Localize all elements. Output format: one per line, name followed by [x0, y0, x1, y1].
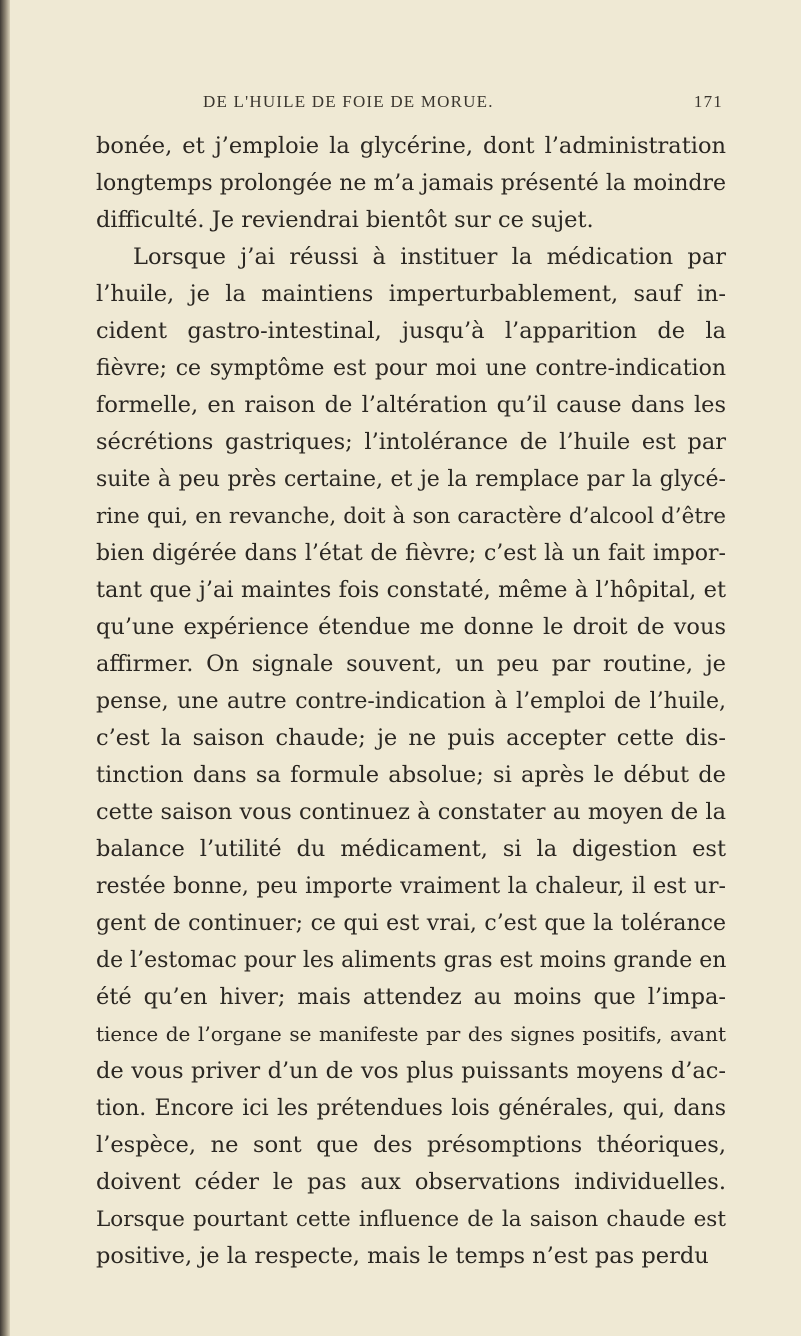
text-line: Lorsque pourtant cette influence de la saison chaude est: [96, 1207, 726, 1232]
body-text: [96, 128, 726, 1275]
text-line: été qu’en hiver; mais attendez au moins que l’impa-: [96, 984, 726, 1010]
text-line: c’est la saison chaude; je ne puis accepter cette dis-: [96, 725, 726, 751]
text-line: gent de continuer; ce qui est vrai, c’est que la tolérance: [96, 911, 726, 936]
text-line: pense, une autre contre-indication à l’emploi de l’huile,: [96, 689, 726, 714]
text-line: tant que j’ai maintes fois constaté, même à l’hôpital, et: [96, 577, 726, 603]
running-header: [203, 92, 723, 116]
text-line: positive, je la respecte, mais le temps n’est pas perdu: [96, 1243, 709, 1269]
text-line: tinction dans sa formule absolue; si après le début de: [96, 762, 726, 788]
text-line: balance l’utilité du médicament, si la digestion est: [96, 836, 726, 862]
text-line: difficulté. Je reviendrai bientôt sur ce sujet.: [96, 207, 594, 233]
text-line: affirmer. On signale souvent, un peu par routine, je: [96, 651, 726, 677]
running-title: DE L'HUILE DE FOIE DE MORUE.: [203, 92, 494, 111]
text-line: rine qui, en revanche, doit à son caractère d’alcool d’être: [96, 504, 726, 529]
text-line: tion. Encore ici les prétendues lois générales, qui, dans: [96, 1096, 726, 1121]
text-line: l’espèce, ne sont que des présomptions théoriques,: [96, 1132, 726, 1158]
text-line: cident gastro-intestinal, jusqu’à l’apparition de la: [96, 318, 726, 344]
text-line: bien digérée dans l’état de fièvre; c’est là un fait impor-: [96, 541, 726, 566]
text-line: Lorsque j’ai réussi à instituer la médication par: [133, 244, 726, 270]
page-binding-edge: [0, 0, 10, 1336]
page-number: 171: [693, 92, 723, 111]
text-line: tience de l’organe se manifeste par des signes positifs, avant: [96, 1022, 726, 1046]
text-line: restée bonne, peu importe vraiment la chaleur, il est ur-: [96, 874, 726, 899]
text-line: formelle, en raison de l’altération qu’il cause dans les: [96, 392, 726, 418]
text-line: longtemps prolongée ne m’a jamais présenté la moindre: [96, 171, 726, 196]
text-line: bonée, et j’emploie la glycérine, dont l’administration: [96, 133, 726, 159]
text-line: doivent céder le pas aux observations individuelles.: [96, 1169, 726, 1195]
text-line: de vous priver d’un de vos plus puissants moyens d’ac-: [96, 1058, 726, 1084]
text-line: cette saison vous continuez à constater au moyen de la: [96, 799, 726, 825]
text-line: fièvre; ce symptôme est pour moi une contre-indication: [96, 356, 726, 381]
text-line: qu’une expérience étendue me donne le droit de vous: [96, 614, 726, 640]
text-line: de l’estomac pour les aliments gras est moins grande en: [96, 948, 727, 973]
text-line: suite à peu près certaine, et je la remplace par la glycé-: [96, 467, 726, 492]
text-line: l’huile, je la maintiens imperturbablement, sauf in-: [96, 281, 726, 307]
text-line: sécrétions gastriques; l’intolérance de l’huile est par: [96, 429, 726, 455]
